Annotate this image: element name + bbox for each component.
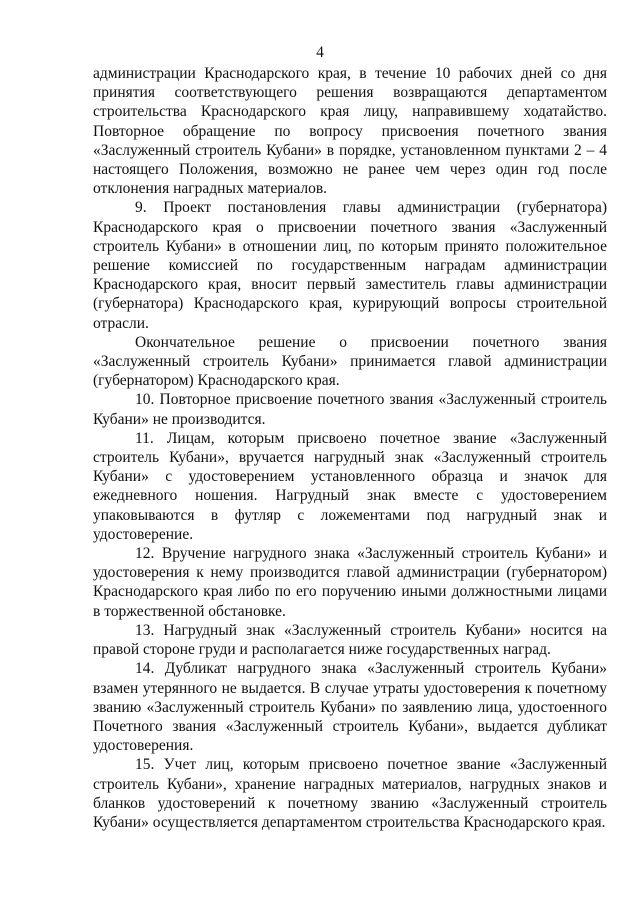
paragraph-item-12: 12. Вручение нагрудного знака «Заслуженный строитель Кубани» и удостоверения к нему производится главой администрации (губернатором) Краснодарского края либо по его поручению иными должностными лицами в торжественной обстановке. bbox=[93, 545, 607, 620]
paragraph-final-decision: Окончательное решение о присвоении почетного звания «Заслуженный строитель Кубани» принимается главой администрации (губернатором) Краснодарского края. bbox=[93, 333, 607, 390]
paragraph-item-11: 11. Лицам, которым присвоено почетное звание «Заслуженный строитель Кубани», вручается нагрудный знак «Заслуженный строитель Кубани» с удостоверением установленного образца и значок для ежедневного ношения. Нагрудный знак вместе с удостоверением упаковываются в футляр с ложементами под нагрудный знак и удостоверение. bbox=[93, 429, 607, 543]
paragraph-item-15: 15. Учет лиц, которым присвоено почетное звание «Заслуженный строитель Кубани», хранение наградных материалов, нагрудных знаков и бланков удостоверений к почетному званию «Заслуженный строитель Кубани» осуществляется департаментом строительства Краснодарского края. bbox=[93, 756, 607, 831]
paragraph-item-14: 14. Дубликат нагрудного знака «Заслуженный строитель Кубани» взамен утерянного не выдается. В случае утраты удостоверения к почетному званию «Заслуженный строитель Кубани» по заявлению лица, удостоенного Почетного звания «Заслуженный строитель Кубани», выдается дубликат удостоверения. bbox=[93, 660, 607, 755]
paragraph-item-13: 13. Нагрудный знак «Заслуженный строитель Кубани» носится на правой стороне груди и располагается ниже государственных наград. bbox=[93, 621, 607, 659]
paragraph-item-10: 10. Повторное присвоение почетного звания «Заслуженный строитель Кубани» не производится. bbox=[93, 391, 607, 428]
page-number: 4 bbox=[316, 44, 324, 61]
paragraph-continuation: администрации Краснодарского края, в течение 10 рабочих дней со дня принятия соответствующего решения возвращаются департаментом строительства Краснодарского края лицу, направившему ходатайство. Повторное обращение по вопросу присвоения почетного звания «Заслуженный строитель Кубани» в порядке, установленном пунктами 2 – 4 настоящего Положения, возможно не ранее чем через один год после отклонения наградных материалов. bbox=[93, 65, 607, 198]
paragraph-item-9: 9. Проект постановления главы администрации (губернатора) Краснодарского края о присвоении почетного звания «Заслуженный строитель Кубани» в отношении лиц, по которым принято положительное решение комиссией по государственным наградам администрации Краснодарского края, вносит первый заместитель главы администрации (губернатора) Краснодарского края, курирующий вопросы строительной отрасли. bbox=[93, 199, 607, 332]
document-body bbox=[93, 64, 607, 832]
